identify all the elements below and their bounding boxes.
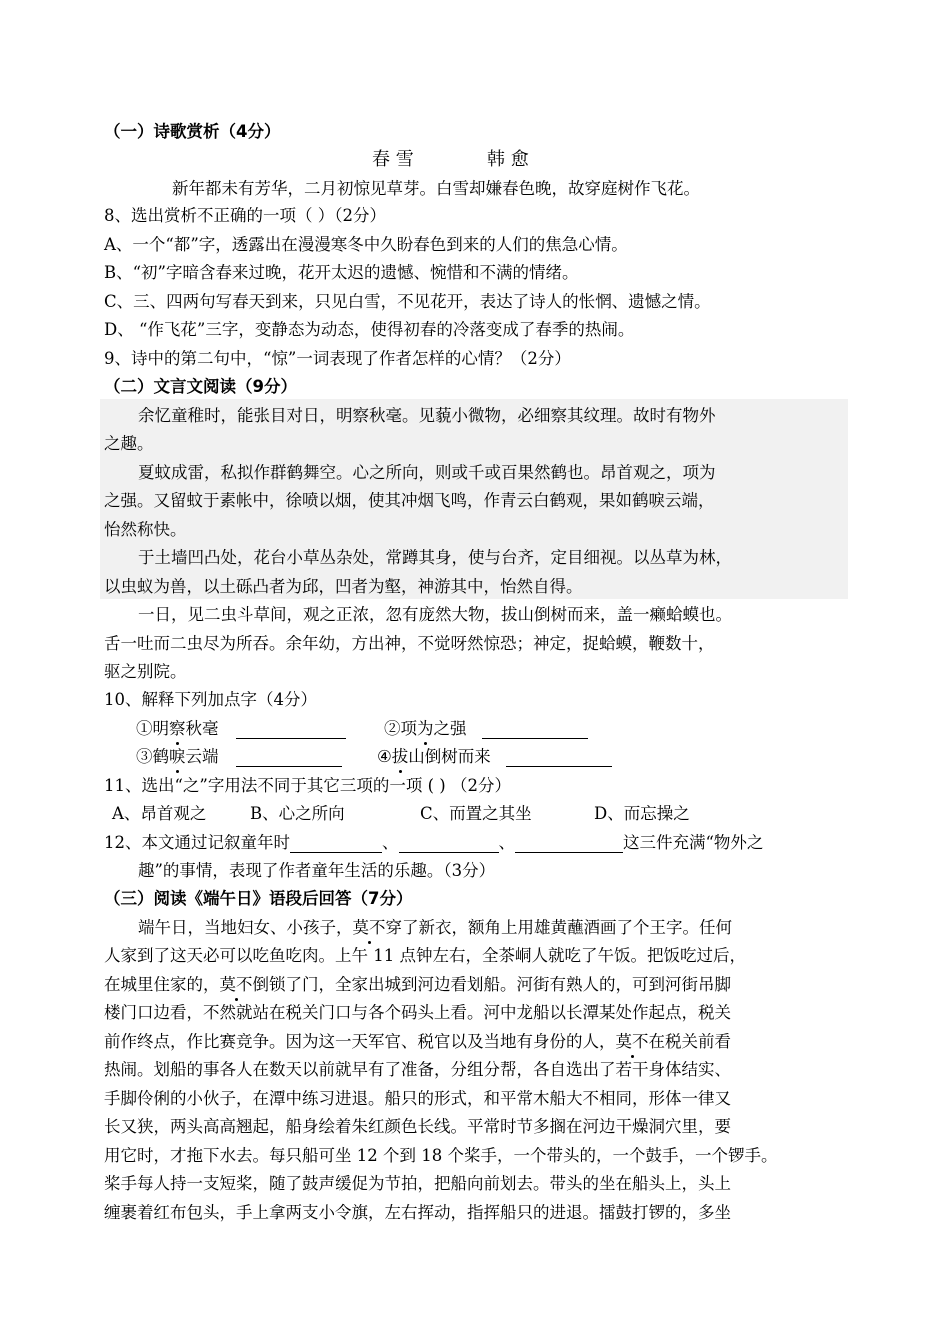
duanwu-line-5	[104, 1032, 731, 1052]
item-2-dotted-char: 为	[417, 719, 434, 738]
question-12-line-2: 趣”的事情，表现了作者童年生活的乐趣。（3分）	[138, 861, 496, 880]
duanwu-line-3-c: 倒锁了门，全家出城到河边看划船。河街有熟人的，可到河街吊脚	[252, 975, 731, 994]
item-2-prefix: ②项	[384, 719, 417, 738]
item-4-dotted-char: 拔	[391, 747, 409, 766]
question-9: 9、诗中的第二句中，“惊”一词表现了作者怎样的心情？（2分）	[104, 349, 571, 368]
duanwu-line-7: 手脚伶俐的小伙子，在潭中练习进退。船只的形式，和平常木船大不相同，形体一律又	[104, 1089, 731, 1108]
separator-2: 、	[498, 833, 515, 852]
item-3-prefix: ③鹤	[136, 747, 169, 766]
question-10-item-4	[377, 747, 612, 767]
duanwu-line-9: 用它时，才拖下水去。每只船可坐 12 个到 18 个桨手，一个带头的，一个鼓手，一个锣手。	[104, 1146, 778, 1165]
duanwu-line-5-c: 在税关前看	[648, 1032, 731, 1051]
item-1-prefix: ①明	[136, 719, 169, 738]
passage-paragraph-1-line-1: 余忆童稚时，能张目对日，明察秋毫。见藐小微物，必细察其纹理。故时有物外	[138, 406, 716, 425]
passage-paragraph-3-line-1: 于土墙凹凸处，花台小草丛杂处，常蹲其身，使与台齐，定目细视。以丛草为林，	[138, 548, 732, 567]
question-11-option-c: C、而置之其坐	[420, 804, 532, 823]
passage-paragraph-4-line-2: 舌一吐而二虫尽为所吞。余年幼，方出神，不觉呀然惊恐；神定，捉蛤蟆，鞭数十，	[104, 634, 715, 653]
question-11-option-d: D、而忘操之	[594, 804, 690, 823]
question-12	[104, 833, 763, 853]
poem-title: 春 雪	[372, 149, 414, 170]
poem-author: 韩 愈	[487, 149, 529, 170]
passage-paragraph-4-line-1: 一日，见二虫斗草间，观之正浓，忽有庞然大物，拔山倒树而来，盖一癞蛤蟆也。	[138, 605, 732, 624]
question-8-option-b: B、“初”字暗含春来过晚，花开太迟的遗憾、惋惜和不满的情绪。	[104, 263, 579, 282]
item-2-suffix: 之强	[433, 719, 467, 738]
item-4-prefix: ④	[377, 747, 392, 766]
dotted-mobu-1: 莫不	[352, 918, 386, 937]
question-11-option-b: B、心之所向	[250, 804, 345, 823]
item-3-suffix: 云端	[185, 747, 219, 766]
answer-blank-10-4[interactable]	[506, 750, 612, 767]
duanwu-line-1	[138, 918, 732, 938]
answer-blank-12-2[interactable]	[399, 836, 499, 853]
question-8-option-a: A、一个“都”字，透露出在漫漫寒冬中久盼春色到来的人们的焦急心情。	[104, 235, 628, 254]
item-4-suffix: 山倒树而来	[408, 747, 491, 766]
duanwu-line-1-c: 穿了新衣，额角上用雄黄蘸酒画了个王字。任何	[385, 918, 732, 937]
item-1-suffix: 秋毫	[185, 719, 219, 738]
section-heading-classical: （二）文言文阅读（9分）	[104, 377, 297, 396]
question-10-item-2	[384, 719, 588, 739]
passage-paragraph-2-line-3: 怡然称快。	[104, 520, 187, 539]
answer-blank-12-3[interactable]	[515, 836, 623, 853]
question-10-item-1	[136, 719, 346, 739]
duanwu-line-8: 长又狭，两头高高翘起，船身绘着朱红颜色长线。平常时节多搁在河边干燥洞穴里，要	[104, 1117, 731, 1136]
item-1-dotted-char: 察	[169, 719, 186, 738]
duanwu-line-10: 桨手每人持一支短桨，随了鼓声缓促为节拍，把船向前划去。带头的坐在船头上，头上	[104, 1174, 731, 1193]
passage-paragraph-4-line-3: 驱之别院。	[104, 662, 187, 681]
duanwu-line-3	[104, 975, 731, 995]
section-heading-poetry: （一）诗歌赏析（4分）	[104, 122, 281, 141]
passage-paragraph-1-line-2: 之趣。	[104, 434, 154, 453]
question-8: 8、选出赏析不正确的一项（ ）（2分）	[104, 206, 386, 225]
duanwu-line-5-a: 前作终点，作比赛竞争。因为这一天军官、税官以及当地有身份的人，	[104, 1032, 616, 1051]
answer-blank-10-3[interactable]	[236, 750, 342, 767]
passage-paragraph-2-line-2: 之强。又留蚊于素帐中，徐喷以烟，使其冲烟飞鸣，作青云白鹤观，果如鹤唳云端，	[104, 491, 715, 510]
question-11-option-a: A、昂首观之	[112, 804, 207, 823]
passage-paragraph-3-line-2: 以虫蚁为兽，以土砾凸者为邱，凹者为壑，神游其中，怡然自得。	[104, 577, 583, 596]
dotted-mobu-3: 莫不	[615, 1032, 649, 1051]
question-12-prefix: 12、本文通过记叙童年时	[104, 833, 290, 852]
duanwu-line-1-a: 端午日，当地妇女、小孩子，	[138, 918, 353, 937]
question-8-option-d: D、 “作飞花”三字，变静态为动态，使得初春的冷落变成了春季的热闹。	[104, 320, 635, 339]
duanwu-line-3-a: 在城里住家的，	[104, 975, 220, 994]
duanwu-line-6: 热闹。划船的事各人在数天以前就早有了准备，分组分帮，各自选出了若干身体结实、	[104, 1060, 731, 1079]
poem-text: 新年都未有芳华，二月初惊见草芽。白雪却嫌春色晚，故穿庭树作飞花。	[172, 179, 700, 198]
question-10: 10、解释下列加点字（4分）	[104, 690, 317, 709]
question-12-suffix: 这三件充满“物外之	[623, 833, 764, 852]
item-3-dotted-char: 唳	[169, 747, 186, 766]
passage-paragraph-2-line-1: 夏蚊成雷，私拟作群鹤舞空。心之所向，则或千或百果然鹤也。昂首观之，项为	[138, 463, 716, 482]
dotted-mobu-2: 莫不	[219, 975, 253, 994]
question-10-item-3	[136, 747, 342, 767]
duanwu-line-4: 楼门口边看，不然就站在税关门口与各个码头上看。河中龙船以长潭某处作起点，税关	[104, 1003, 731, 1022]
answer-blank-10-2[interactable]	[482, 722, 588, 739]
duanwu-line-2: 人家到了这天必可以吃鱼吃肉。上午 11 点钟左右，全茶峒人就吃了午饭。把饭吃过后，	[104, 946, 746, 965]
separator-1: 、	[382, 833, 399, 852]
question-11: 11、选出“之”字用法不同于其它三项的一项 ( ) （2分）	[104, 776, 511, 795]
duanwu-line-11: 缠裹着红布包头，手上拿两支小令旗，左右挥动，指挥船只的进退。擂鼓打锣的，多坐	[104, 1203, 731, 1222]
answer-blank-10-1[interactable]	[236, 722, 346, 739]
answer-blank-12-1[interactable]	[290, 836, 382, 853]
section-heading-duanwu: （三）阅读《端午日》语段后回答（7分）	[104, 889, 413, 908]
question-8-option-c: C、三、四两句写春天到来，只见白雪，不见花开，表达了诗人的怅惘、遗憾之情。	[104, 292, 711, 311]
